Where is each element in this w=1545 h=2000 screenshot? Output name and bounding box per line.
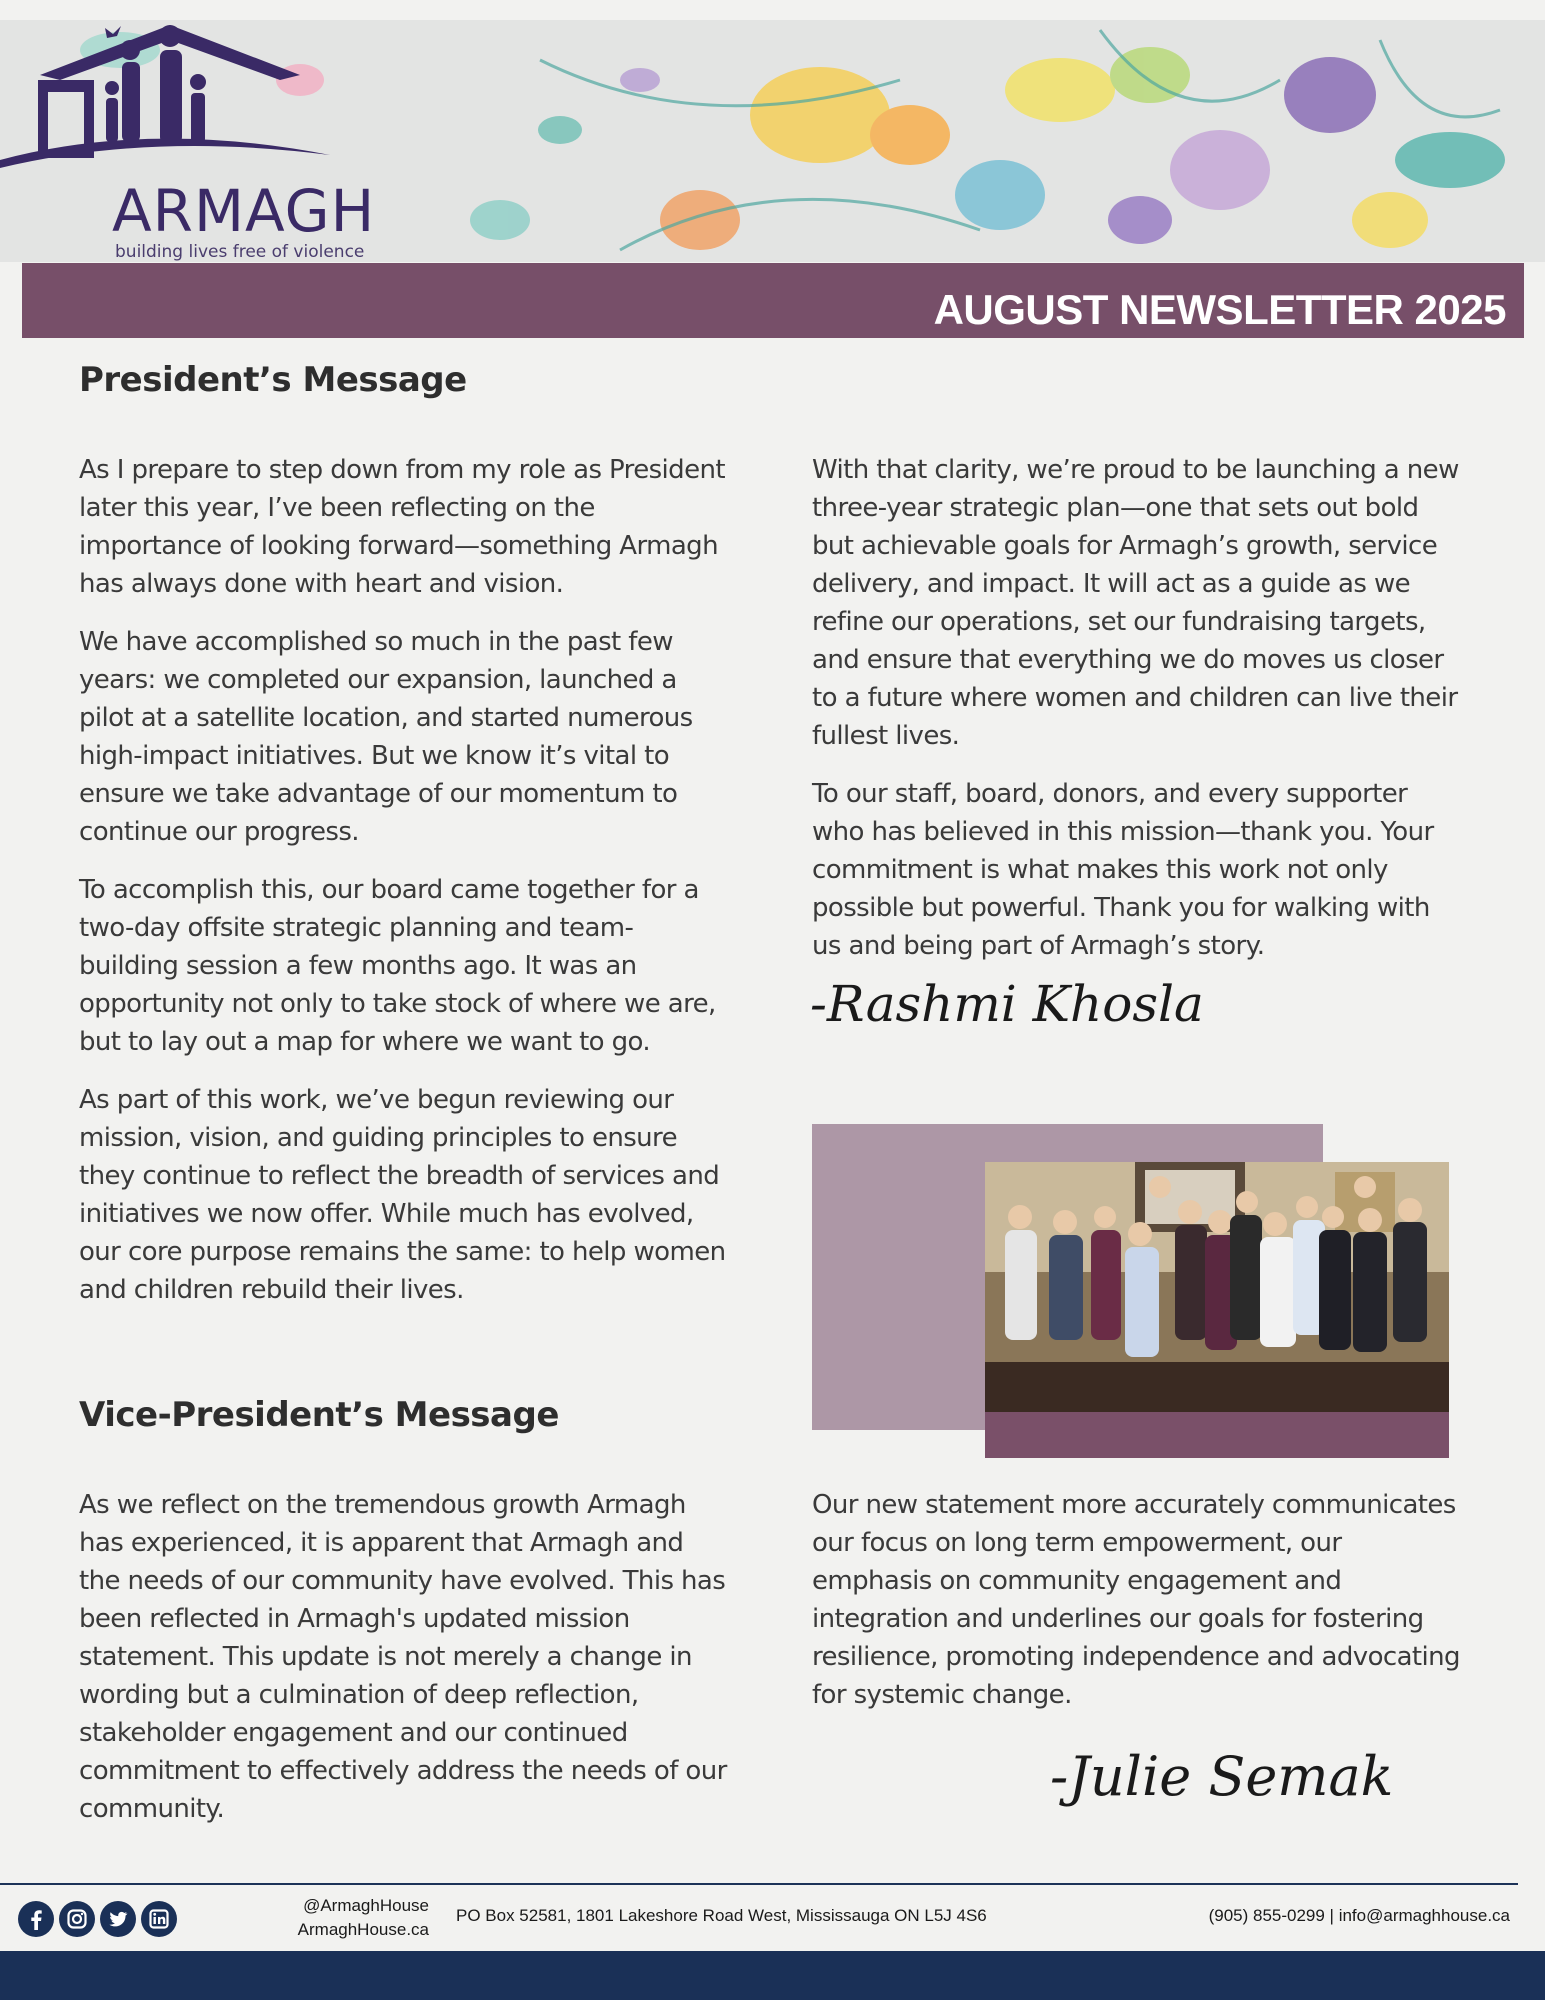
website-link[interactable]: ArmaghHouse.ca [297,1920,429,1939]
vice-president-signature: -Julie Semak [1050,1745,1394,1808]
linkedin-icon[interactable] [141,1901,177,1937]
paragraph: As part of this work, we’ve begun reviewing our mission, vision, and guiding principles to ensure they continue to reflect the breadth of services and initiatives we now offer. While much has evolved, our core purpose remains the same: to help women and children rebuild their lives. [79,1085,726,1305]
paragraph: As I prepare to step down from my role as President later this year, I’ve been reflecting on the importance of looking forward—something Armagh has always done with heart and vision. [79,455,725,599]
paragraph: To our staff, board, donors, and every supporter who has believed in this mission—thank you. Your commitment is what makes this work not only possible but powerful. Thank you for walking with us and being part of Armagh’s story. [812,779,1434,961]
newsletter-title: AUGUST NEWSLETTER 2025 [933,286,1506,333]
president-message-left-column [79,451,729,1329]
paragraph: Our new statement more accurately communicates our focus on long term empowerment, our emphasis on community engagement and integration and underlines our goals for fostering resilience, promoting independence and advocating for systemic change. [812,1490,1460,1710]
footer-address: PO Box 52581, 1801 Lakeshore Road West, Mississauga ON L5J 4S6 [456,1906,987,1925]
vice-president-message-right-column [812,1486,1462,1734]
president-message-right-column [812,451,1462,985]
twitter-icon[interactable] [100,1901,136,1937]
paragraph: With that clarity, we’re proud to be launching a new three-year strategic plan—one that sets out bold but achievable goals for Armagh’s growth, service delivery, and impact. It will act as a guide as we refine our operations, set our fundraising targets, and ensure that everything we do moves us closer to a future where women and children can live their fullest lives. [812,455,1459,751]
newsletter-title-bar [22,263,1524,338]
logo-wordmark: ARMAGH [112,177,376,245]
footer-contact[interactable]: (905) 855-0299 | info@armaghhouse.ca [1208,1906,1510,1925]
paragraph: As we reflect on the tremendous growth Armagh has experienced, it is apparent that Armagh and the needs of our community have evolved. This has been reflected in Armagh's updated mission statement. This update is not merely a change in wording but a culmination of deep reflection, stakeholder engagement and our continued commitment to effectively address the needs of our community. [79,1490,727,1824]
footer-divider [0,1883,1518,1885]
board-group-photo [985,1162,1449,1412]
paragraph: We have accomplished so much in the past few years: we completed our expansion, launched a pilot at a satellite location, and started numerous high-impact initiatives. But we know it’s vital to ensure we take advantage of our momentum to continue our progress. [79,627,693,847]
logo-tagline: building lives free of violence [115,242,365,262]
footer-social-links [298,1894,429,1942]
social-handle: @ArmaghHouse [303,1896,429,1915]
instagram-icon[interactable] [59,1901,95,1937]
vice-president-message-left-column [79,1486,729,1848]
president-signature: -Rashmi Khosla [810,975,1204,1033]
facebook-icon[interactable] [18,1901,54,1937]
photo-frame-accent [985,1410,1449,1458]
paragraph: To accomplish this, our board came together for a two-day offsite strategic planning and team-building session a few months ago. It was an opportunity not only to take stock of where we are, but to lay out a map for where we want to go. [79,875,716,1057]
footer-bar [0,1951,1545,2000]
president-message-heading: President’s Message [79,360,467,400]
vice-president-message-heading: Vice-President’s Message [79,1395,559,1435]
header-banner [0,20,1545,262]
